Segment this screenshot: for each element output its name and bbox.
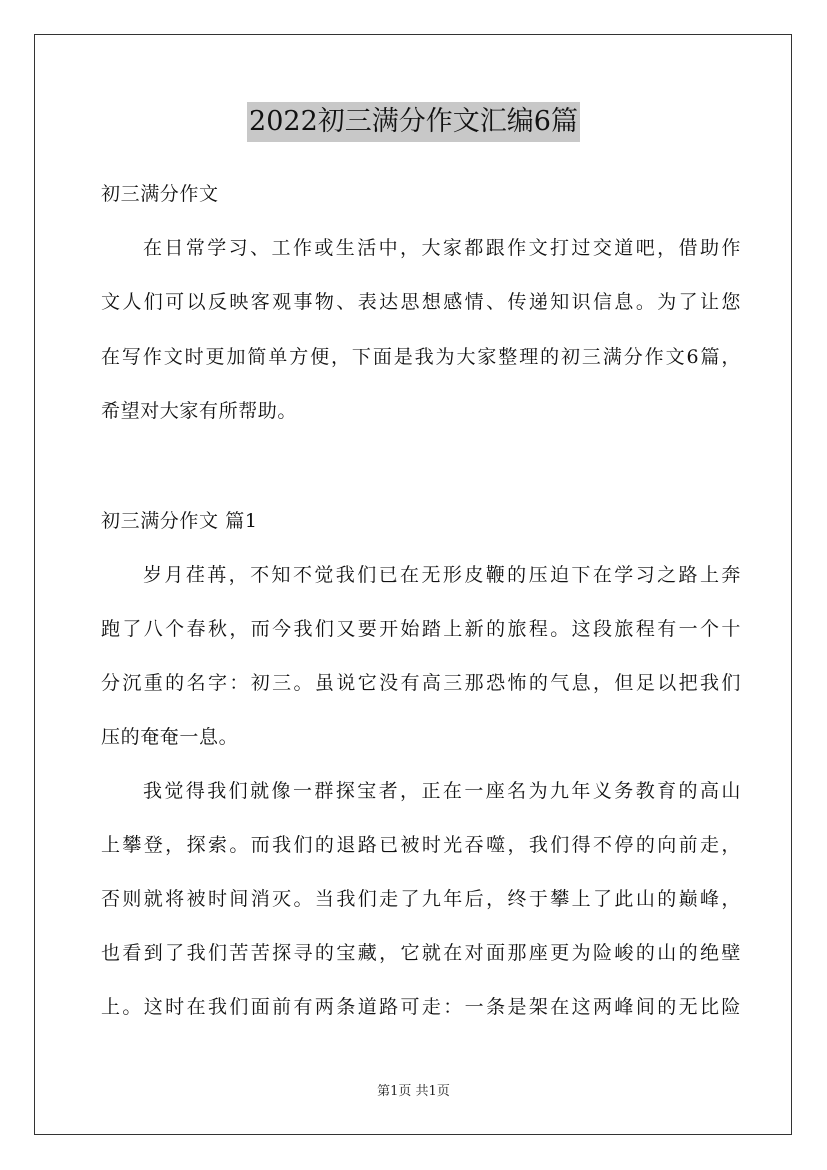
section-heading: 初三满分作文: [101, 183, 219, 205]
document-title-text: 2022初三满分作文汇编6篇: [247, 102, 580, 142]
paragraph-line: 岁月荏苒，不知不觉我们已在无形皮鞭的压迫下在学习之路上奔: [143, 564, 741, 586]
intro-line: 文人们可以反映客观事物、表达思想感情、传递知识信息。为了让您: [101, 291, 741, 313]
document-title: [0, 102, 827, 142]
article-heading: 初三满分作文 篇1: [101, 510, 258, 532]
paragraph-line: 分沉重的名字：初三。虽说它没有高三那恐怖的气息，但足以把我们: [101, 672, 741, 694]
paragraph-line: 上。这时在我们面前有两条道路可走：一条是架在这两峰间的无比险: [101, 996, 741, 1018]
intro-line: 在写作文时更加简单方便，下面是我为大家整理的初三满分作文6篇，: [101, 346, 741, 368]
paragraph-line: 我觉得我们就像一群探宝者，正在一座名为九年义务教育的高山: [143, 780, 741, 802]
paragraph-line: 上攀登，探索。而我们的退路已被时光吞噬，我们得不停的向前走，: [101, 834, 741, 856]
page-footer: 第1页 共1页: [377, 1084, 450, 1099]
paragraph-line: 也看到了我们苦苦探寻的宝藏，它就在对面那座更为险峻的山的绝壁: [101, 942, 741, 964]
paragraph-line: 跑了八个春秋，而今我们又要开始踏上新的旅程。这段旅程有一个十: [101, 618, 741, 640]
intro-line: 希望对大家有所帮助。: [101, 400, 298, 422]
paragraph-line: 压的奄奄一息。: [101, 726, 239, 748]
paragraph-line: 否则就将被时间消灭。当我们走了九年后，终于攀上了此山的巅峰，: [101, 888, 741, 910]
intro-line: 在日常学习、工作或生活中，大家都跟作文打过交道吧，借助作: [143, 237, 741, 259]
